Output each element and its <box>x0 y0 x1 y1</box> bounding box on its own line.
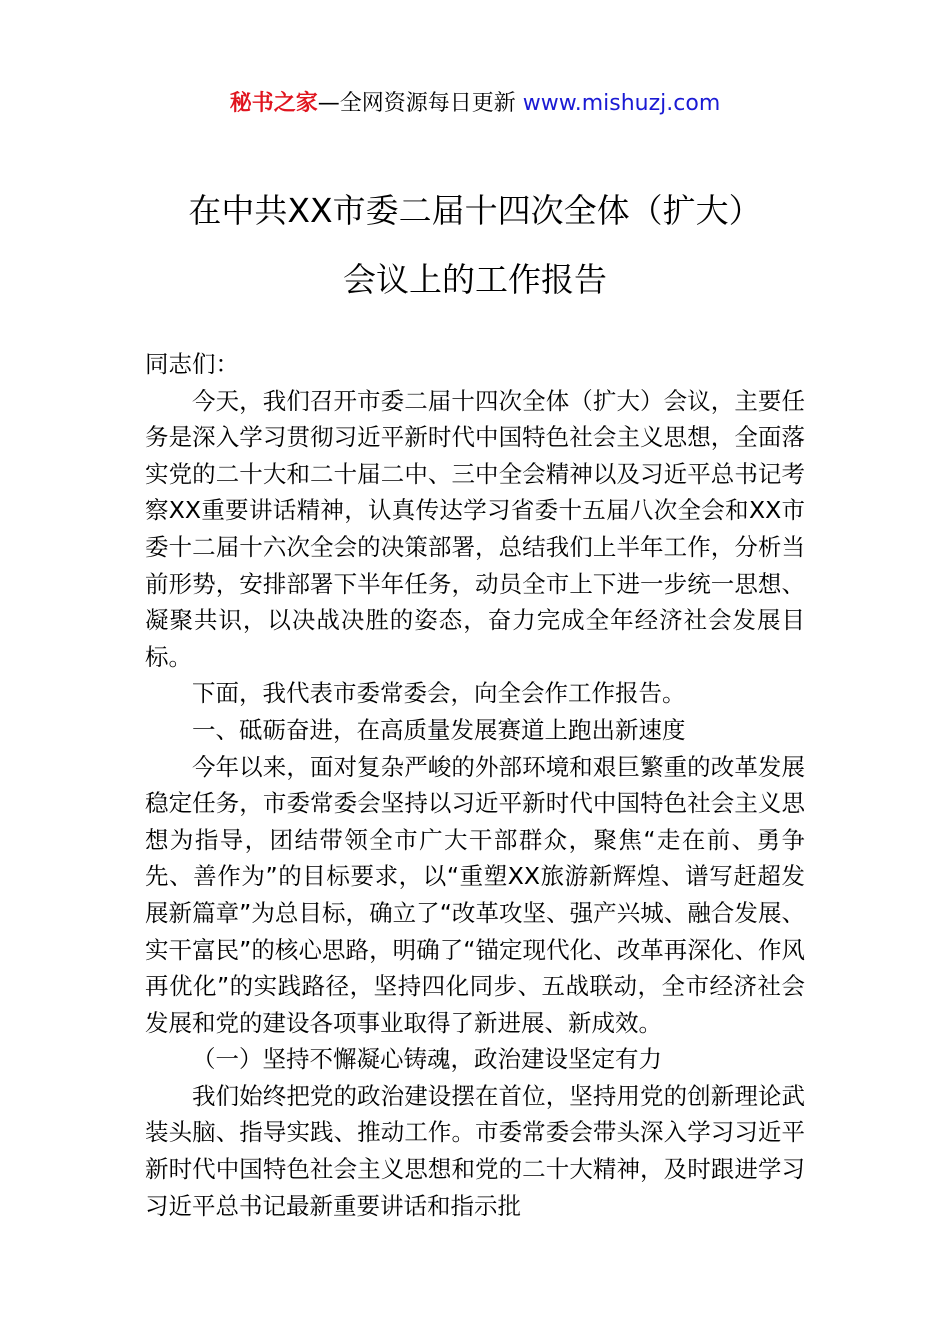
site-header <box>0 86 950 122</box>
salutation: 同志们： <box>145 350 239 378</box>
document-body <box>145 346 805 1224</box>
brand-name: 秘书之家 <box>229 91 318 116</box>
header-tagline: —全网资源每日更新 <box>317 91 523 116</box>
subsection-heading: （一）坚持不懈凝心铸魂，政治建设坚定有力 <box>192 1045 662 1074</box>
body-paragraph: 下面，我代表市委常委会，向全会作工作报告。 <box>192 679 686 708</box>
body-paragraph: 今年以来，面对复杂严峻的外部环境和艰巨繁重的改革发展稳定任务，市委常委会坚持以习近平新时代中国特色社会主义思想为指导，团结带领全市广大干部群众，聚焦“走在前、勇争先、善作为”的目标要求，以“重塑XX旅游新辉煌、谱写赶超发展新篇章”为总目标，确立了“改革攻坚、强产兴城、融合发展、实干富民”的核心思路，明确了“锚定现代化、改革再深化、作风再优化”的实践路径，坚持四化同步、五战联动，全市经济社会发展和党的建设各项事业取得了新进展、新成效。 <box>145 752 805 1037</box>
section-heading: 一、砥砺奋进，在高质量发展赛道上跑出新速度 <box>192 715 686 744</box>
site-url-link[interactable]: www.mishuzj.com <box>522 91 721 116</box>
document-title-line-1: 在中共XX市委二届十四次全体（扩大） <box>188 191 762 230</box>
body-paragraph: 今天，我们召开市委二届十四次全体（扩大）会议，主要任务是深入学习贯彻习近平新时代中国特色社会主义思想，全面落实党的二十大和二十届二中、三中全会精神以及习近平总书记考察XX重要讲话精神，认真传达学习省委十五届八次全会和XX市委十二届十六次全会的决策部署，总结我们上半年工作，分析当前形势，安排部署下半年任务，动员全市上下进一步统一思想、凝聚共识，以决战决胜的姿态，奋力完成全年经济社会发展目标。 <box>145 386 805 671</box>
document-title-line-2: 会议上的工作报告 <box>343 260 607 299</box>
body-paragraph: 我们始终把党的政治建设摆在首位，坚持用党的创新理论武装头脑、指导实践、推动工作。市委常委会带头深入学习习近平新时代中国特色社会主义思想和党的二十大精神，及时跟进学习习近平总书记最新重要讲话和指示批 <box>145 1081 805 1220</box>
